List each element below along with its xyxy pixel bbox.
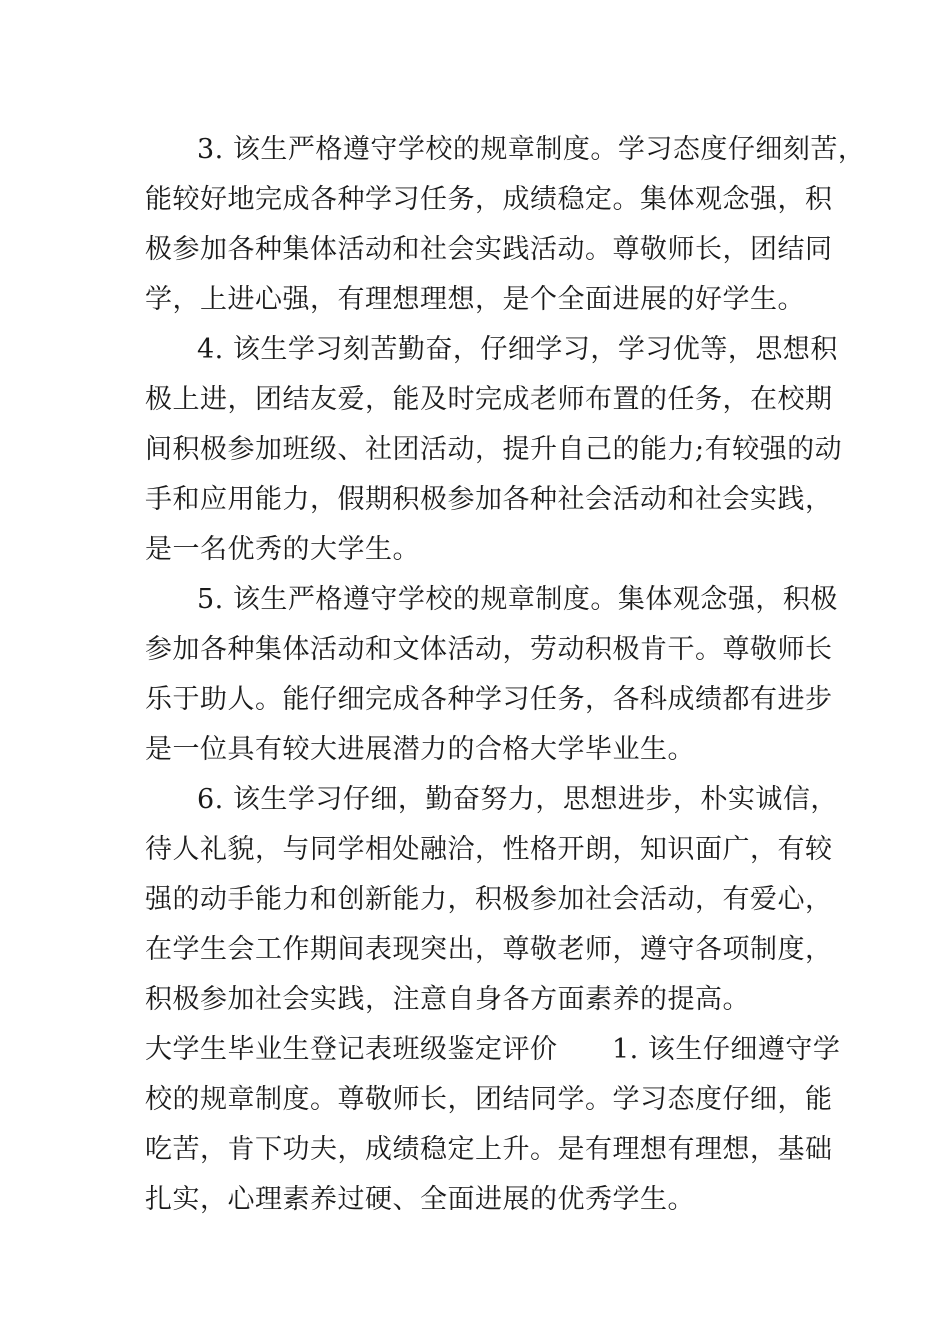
text-line-8: 手和应用能力，假期积极参加各种社会活动和社会实践， bbox=[145, 484, 833, 515]
text-line-21: 吃苦，肯下功夫，成绩稳定上升。是有理想有理想，基础 bbox=[145, 1134, 833, 1165]
text-line-13: 是一位具有较大进展潜力的合格大学毕业生。 bbox=[145, 734, 695, 765]
text-line-2: 能较好地完成各种学习任务，成绩稳定。集体观念强，积 bbox=[145, 184, 833, 215]
text-line-11: 参加各种集体活动和文体活动，劳动积极肯干。尊敬师长 bbox=[145, 634, 833, 665]
text-line-22: 扎实，心理素养过硬、全面进展的优秀学生。 bbox=[145, 1184, 695, 1215]
text-line-14: 6. 该生学习仔细，勤奋努力，思想进步，朴实诚信， bbox=[197, 784, 838, 815]
text-line-3: 极参加各种集体活动和社会实践活动。尊敬师长，团结同 bbox=[145, 234, 833, 265]
text-line-18: 积极参加社会实践，注意自身各方面素养的提高。 bbox=[145, 984, 750, 1015]
text-line-1: 3. 该生严格遵守学校的规章制度。学习态度仔细刻苦， bbox=[197, 134, 866, 165]
text-line-6: 极上进，团结友爱，能及时完成老师布置的任务，在校期 bbox=[145, 384, 833, 415]
text-line-4: 学，上进心强，有理想理想，是个全面进展的好学生。 bbox=[145, 284, 805, 315]
text-line-15: 待人礼貌，与同学相处融洽，性格开朗，知识面广，有较 bbox=[145, 834, 833, 865]
text-line-16: 强的动手能力和创新能力，积极参加社会活动，有爱心， bbox=[145, 884, 833, 915]
text-line-12: 乐于助人。能仔细完成各种学习任务，各科成绩都有进步 bbox=[145, 684, 833, 715]
text-line-19: 大学生毕业生登记表班级鉴定评价 1. 该生仔细遵守学 bbox=[145, 1034, 841, 1065]
text-line-9: 是一名优秀的大学生。 bbox=[145, 534, 420, 565]
text-line-5: 4. 该生学习刻苦勤奋，仔细学习，学习优等，思想积 bbox=[197, 334, 838, 365]
text-line-7: 间积极参加班级、社团活动，提升自己的能力;有较强的动 bbox=[145, 434, 843, 465]
text-line-17: 在学生会工作期间表现突出，尊敬老师，遵守各项制度， bbox=[145, 934, 833, 965]
text-line-20: 校的规章制度。尊敬师长，团结同学。学习态度仔细，能 bbox=[145, 1084, 833, 1115]
text-line-10: 5. 该生严格遵守学校的规章制度。集体观念强，积极 bbox=[197, 584, 838, 615]
